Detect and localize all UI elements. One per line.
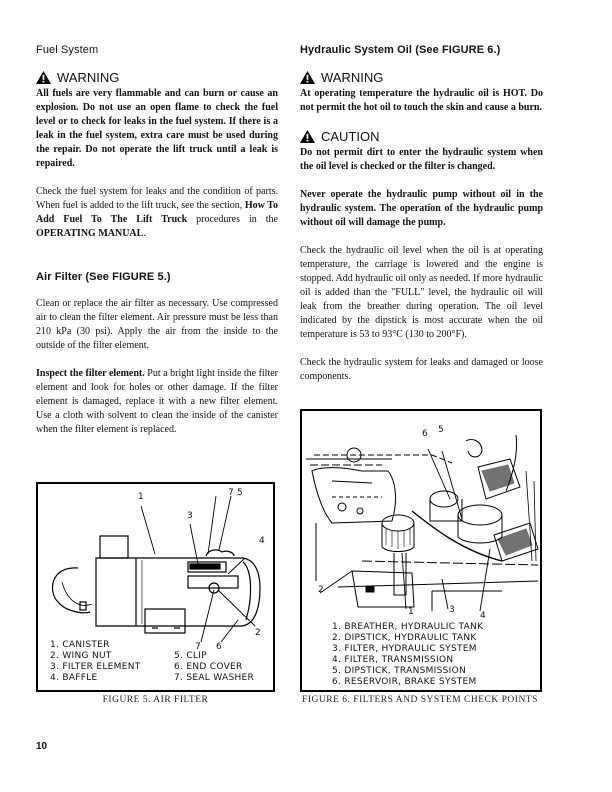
air-filter-heading: Air Filter (See FIGURE 5.) [36,271,171,283]
legend-item: 1. BREATHER, HYDRAULIC TANK [332,622,484,632]
right-column [300,44,543,398]
caution-triangle-icon [300,130,315,143]
callout-2: 2 [318,585,324,595]
figure-5-air-filter [36,482,275,692]
check-oil-level-paragraph: Check the hydraulic oil level when the oil is at operating temperature, the carriage is lowered and the engine is stopped. Add hydraulic oil only as needed. If more hydraulic oil is added than the "FULL" level, the hydraulic oil will leak from the breather during operation. The oil level indicated by the dipstick is most accurate when the oil temperature is 53 to 93°C (130 to 200°F). [300,245,543,340]
legend-item: 6. RESERVOIR, BRAKE SYSTEM [332,677,477,687]
warning-triangle-icon [36,71,51,84]
hydraulic-warning-heading [300,70,543,85]
warning-label: WARNING [321,70,384,85]
legend-item: 7. SEAL WASHER [174,673,255,683]
hydraulic-oil-heading: Hydraulic System Oil (See FIGURE 6.) [300,44,501,56]
warning-triangle-icon [300,71,315,84]
hydraulic-caution-heading [300,129,543,144]
engine-compartment-illustration [302,411,540,616]
fuel-system-heading: Fuel System [36,44,99,56]
figure-5-legend-left [50,640,141,684]
check-leaks-paragraph: Check the hydraulic system for leaks and damaged or loose components. [300,357,543,382]
fuel-warning-text: All fuels are very flammable and can burn or cause an explosion. Do not use an open flame to check the fuel level or to check for leaks in the fuel system. If there is a leak in the fuel system, extra care must be used during the repair. Do not operate the lift truck until a leak is repaired. [36,88,278,169]
hydraulic-warning-text: At operating temperature the hydraulic oil is HOT. Do not permit the hot oil to touch the skin and cause a burn. [300,88,543,113]
legend-item: 2. DIPSTICK, HYDRAULIC TANK [332,633,477,643]
add-fuel-procedure-reference: How To Add Fuel To The Lift Truck [36,200,278,225]
callout-6: 6 [216,642,222,652]
legend-item: 1. CANISTER [50,640,110,650]
legend-item: 3. FILTER ELEMENT [50,662,141,672]
callout-3: 3 [449,605,455,615]
figure-6-legend [332,622,483,688]
callout-7-bottom: 7 [195,642,201,652]
inspect-filter-lead: Inspect the filter element. [36,368,145,379]
hydraulic-caution-text: Do not permit dirt to enter the hydraulic system when the oil level is checked or the filter is changed. [300,147,543,172]
legend-item: 5. DIPSTICK, TRANSMISSION [332,666,467,676]
callout-5: 5 [438,425,444,435]
legend-item: 4. FILTER, TRANSMISSION [332,655,454,665]
callout-6: 6 [422,429,428,439]
figure-5-caption: FIGURE 5. AIR FILTER [102,695,209,705]
air-filter-paragraph: Clean or replace the air filter as necessary. Use compressed air to clean the filter element. Air pressure must be less than 210 kPa (30 psi). Apply the air from the inside to the outside of the filter element. [36,298,278,351]
operating-manual-reference: OPERATING MANUAL [36,228,144,239]
figure-5-legend-right [174,651,254,684]
left-column [36,44,278,451]
figure-6-caption: FIGURE 6. FILTERS AND SYSTEM CHECK POINTS [302,695,538,705]
legend-item: 2. WING NUT [50,651,112,661]
inspect-filter-paragraph [36,367,278,437]
legend-item: 6. END COVER [174,662,243,672]
fuel-warning-heading [36,70,278,85]
callout-4: 4 [480,611,486,621]
legend-item: 3. FILTER, HYDRAULIC SYSTEM [332,644,477,654]
callout-5: 5 [237,488,243,498]
callout-7-top: 7 [228,488,234,498]
never-operate-pump-text: Never operate the hydraulic pump without oil in the hydraulic system. The operation of the hydraulic pump without oil will damage the pump. [300,189,543,228]
caution-label: CAUTION [321,129,380,144]
fuel-check-text: . [143,228,146,239]
legend-item: 5. CLIP [174,651,207,661]
callout-1: 1 [138,492,144,502]
callout-4: 4 [259,536,265,546]
page-number: 10 [36,741,48,752]
fuel-check-text: procedures in the [187,214,278,225]
air-filter-illustration [38,484,273,644]
warning-label: WARNING [57,70,120,85]
callout-3: 3 [187,511,193,521]
figure-6-filters-check-points [300,409,542,692]
legend-item: 4. BAFFLE [50,673,98,683]
fuel-check-text: Check the fuel system for leaks and the condition of parts. When fuel is added to the lift truck, see the section, [36,186,278,211]
callout-2: 2 [255,628,261,638]
callout-1: 1 [408,607,414,617]
inspect-filter-text: Put a bright light inside the filter element and look for holes or other damage. If the filter element is damaged, replace it with a new filter element. Use a cloth with solvent to clean the inside of the canister when the filter element is replaced. [36,368,278,435]
fuel-check-paragraph [36,185,278,241]
